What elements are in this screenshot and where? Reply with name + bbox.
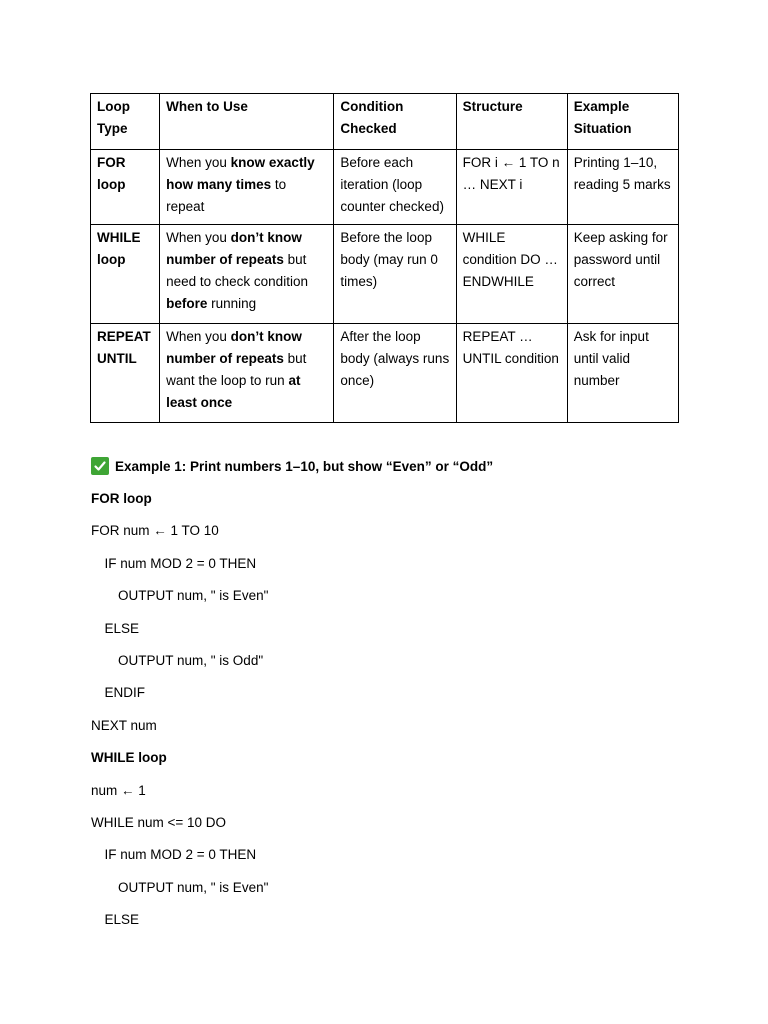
- example-heading: [91, 456, 493, 476]
- cell-example-situation: Keep asking for password until correct: [567, 225, 678, 324]
- header-example-situation: Example Situation: [567, 94, 678, 150]
- cell-condition-checked: Before the loop body (may run 0 times): [334, 225, 456, 324]
- code-line: IF num MOD 2 = 0 THEN: [104, 555, 257, 571]
- cell-text: but need to check condition: [166, 252, 308, 289]
- cell-structure: WHILE condition DO … ENDWHILE: [456, 225, 567, 324]
- cell-structure: REPEAT … UNTIL condition: [456, 324, 567, 423]
- cell-when-to-use: [160, 324, 334, 423]
- table-row: [91, 324, 679, 423]
- cell-example-situation: Printing 1–10, reading 5 marks: [567, 150, 678, 225]
- code-line: OUTPUT num, " is Even": [118, 879, 269, 895]
- table-row: [91, 150, 679, 225]
- header-structure: Structure: [456, 94, 567, 150]
- header-when-to-use: When to Use: [160, 94, 334, 150]
- cell-condition-checked: After the loop body (always runs once): [334, 324, 456, 423]
- code-line: ELSE: [104, 620, 140, 636]
- header-loop-type: Loop Type: [91, 94, 160, 150]
- code-line: num ← 1: [91, 782, 146, 798]
- table-row: [91, 225, 679, 324]
- cell-text: but want the loop to run: [166, 351, 307, 388]
- cell-text: When you: [166, 230, 231, 245]
- cell-loop-type: WHILE loop: [91, 225, 160, 324]
- cell-text: When you: [166, 155, 231, 170]
- cell-when-to-use: [160, 150, 334, 225]
- cell-text-bold: don’t know number of repeats: [166, 230, 302, 267]
- code-line: FOR num ← 1 TO 10: [91, 523, 219, 539]
- cell-when-to-use: [160, 225, 334, 324]
- code-line: ENDIF: [104, 685, 145, 701]
- cell-text: When you: [166, 329, 231, 344]
- table-header-row: [91, 94, 679, 150]
- cell-text-bold: before: [166, 296, 208, 311]
- code-line: IF num MOD 2 = 0 THEN: [104, 847, 257, 863]
- cell-loop-type: REPEAT UNTIL: [91, 324, 160, 423]
- cell-condition-checked: Before each iteration (loop counter checked): [334, 150, 456, 225]
- code-line: OUTPUT num, " is Even": [118, 588, 269, 604]
- cell-text-bold: at least once: [166, 373, 301, 410]
- cell-text: to repeat: [166, 177, 287, 214]
- code-line: ELSE: [104, 912, 140, 928]
- cell-text-bold: don’t know number of repeats: [166, 329, 302, 366]
- section-heading: WHILE loop: [91, 750, 167, 766]
- cell-example-situation: Ask for input until valid number: [567, 324, 678, 423]
- loop-comparison-table: [90, 93, 679, 423]
- code-line: NEXT num: [91, 717, 157, 733]
- code-line: WHILE num <= 10 DO: [91, 815, 227, 830]
- cell-text-bold: know exactly how many times: [166, 155, 315, 192]
- check-mark-icon: [91, 457, 109, 475]
- code-line: OUTPUT num, " is Odd": [118, 653, 264, 668]
- cell-text: running: [207, 296, 257, 311]
- header-condition-checked: Condition Checked: [334, 94, 456, 150]
- cell-structure: FOR i ← 1 TO n … NEXT i: [456, 150, 567, 225]
- cell-loop-type: FOR loop: [91, 150, 160, 225]
- example-heading-text: Example 1: Print numbers 1–10, but show “Even” or “Odd”: [115, 458, 494, 474]
- section-heading: FOR loop: [91, 491, 152, 506]
